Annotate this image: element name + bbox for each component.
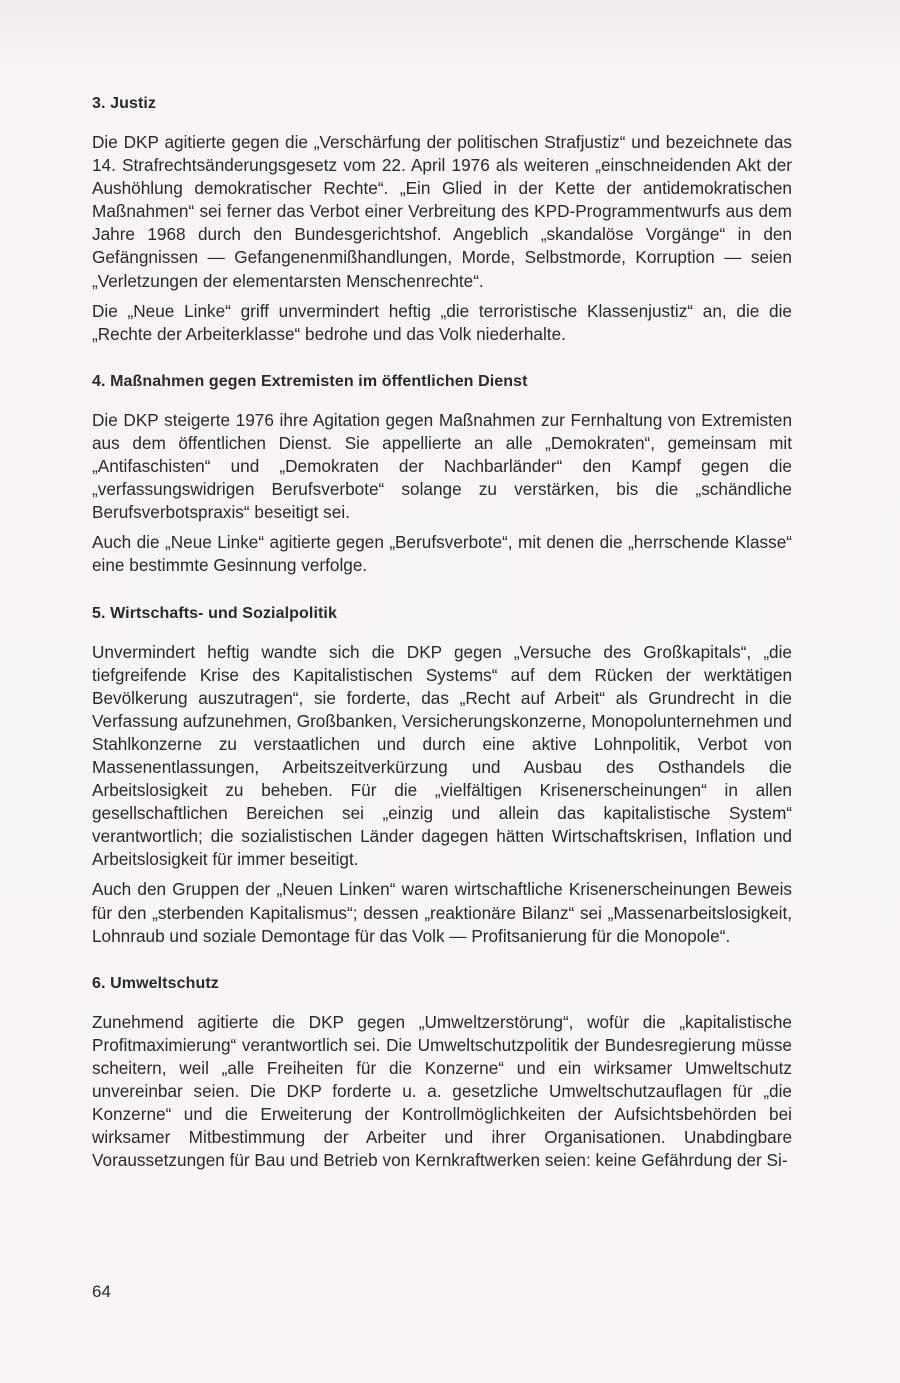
paragraph: Zunehmend agitierte die DKP gegen „Umweltzerstörung“, wofür die „kapitalistische Profitmaximierung“ verantwortlich sei. Die Umweltschutzpolitik der Bundesregierung müsse scheitern, weil „alle Freiheiten für die Konzerne“ und ein wirksamer Umweltschutz unvereinbar seien. Die DKP forderte u. a. gesetzliche Umweltschutzauflagen für „die Konzerne“ und die Erweiterung der Kontrollmöglichkeiten der Aufsichtsbehörden bei wirksamer Mitbestimmung der Arbeiter und ihrer Organisationen. Unabdingbare Voraussetzungen für Bau und Betrieb von Kernkraftwerken seien: keine Gefährdung der Si- (92, 1011, 792, 1171)
section-heading: 6. Umweltschutz (92, 974, 219, 992)
section-umweltschutz (92, 972, 792, 1173)
section-heading: 5. Wirtschafts- und Sozialpolitik (92, 604, 337, 622)
section-wirtschaft (92, 602, 792, 948)
paragraph: Die „Neue Linke“ griff unvermindert heftig „die terroristische Klassenjustiz“ an, die die „Rechte der Arbeiterklasse“ bedrohe und das Volk niederhalte. (92, 300, 792, 344)
paragraph: Auch die „Neue Linke“ agitierte gegen „Berufsverbote“, mit denen die „herrschende Klasse“ eine bestimmte Gesinnung verfolge. (92, 532, 792, 576)
paragraph: Die DKP agitierte gegen die „Verschärfung der politischen Strafjustiz“ und bezeichnete das 14. Strafrechtsänderungsgesetz vom 22. April 1976 als weiteren „einschneidenden Akt der Aushöhlung demokratischer Rechte“. „Ein Glied in der Kette der antidemokratischen Maßnahmen“ sei ferner das Verbot einer Verbreitung des KPD-Programmentwurfs aus dem Jahre 1968 durch den Bundesgerichtshof. Angeblich „skandalöse Vorgänge“ in den Gefängnissen — Gefangenenmißhandlungen, Morde, Selbstmorde, Korruption — seien „Verletzungen der elementarsten Menschenrechte“. (92, 132, 792, 291)
section-justiz (92, 92, 792, 346)
section-heading: 3. Justiz (92, 95, 157, 112)
page-body (92, 92, 792, 1172)
paragraph: Auch den Gruppen der „Neuen Linken“ waren wirtschaftliche Krisenerscheinungen Beweis für den „sterbenden Kapitalismus“; dessen „reaktionäre Bilanz“ sei „Massenarbeitslosigkeit, Lohnraub und soziale Demontage für das Volk — Profitsanierung für die Monopole“. (92, 879, 792, 946)
paragraph: Die DKP steigerte 1976 ihre Agitation gegen Maßnahmen zur Fernhaltung von Extremisten aus dem öffentlichen Dienst. Sie appellierte an alle „Demokraten“, gemeinsam mit „Antifaschisten“ und „Demokraten der Nachbarländer“ den Kampf gegen die „verfassungswidrigen Berufsverbote“ solange zu verstärken, bis die „schändliche Berufsverbotspraxis“ beseitigt sei. (92, 409, 792, 523)
paragraph: Unvermindert heftig wandte sich die DKP gegen „Versuche des Großkapitals“, „die tiefgreifende Krise des Kapitalistischen Systems“ auf dem Rücken der werktätigen Bevölkerung auszutragen“, sie forderte, das „Recht auf Arbeit“ als Grundrecht in die Verfassung aufzunehmen, Großbanken, Versicherungskonzerne, Monopolunternehmen und Stahlkonzerne zu verstaatlichen und durch eine aktive Lohnpolitik, Verbot von Massenentlassungen, Arbeitszeitverkürzung und Ausbau des Osthandels die Arbeitslosigkeit zu beheben. Für die „vielfältigen Krisenerscheinungen“ in allen gesellschaftlichen Bereichen sei „einzig und allein das kapitalistische System“ verantwortlich; die sozialistischen Länder dagegen hätten Wirtschaftskrisen, Inflation und Arbeitslosigkeit für immer beseitigt. (92, 641, 792, 870)
section-extremisten (92, 370, 792, 578)
section-heading: 4. Maßnahmen gegen Extremisten im öffentlichen Dienst (92, 372, 528, 390)
page-number: 64 (92, 1282, 111, 1301)
